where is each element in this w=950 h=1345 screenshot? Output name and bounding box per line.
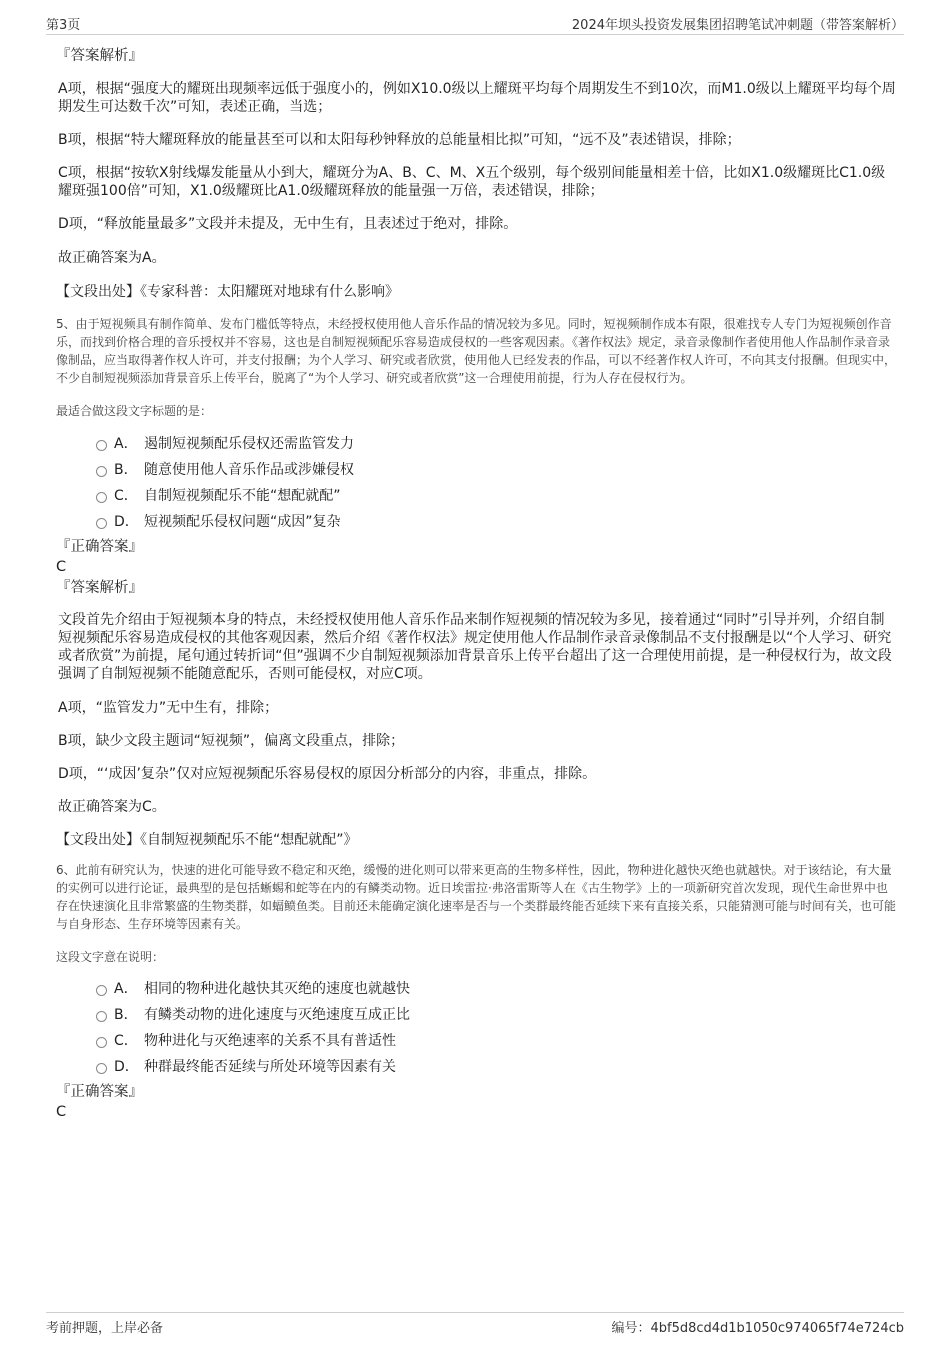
q5-analysis-b: B项，缺少文段主题词“短视频”，偏离文段重点，排除； (58, 732, 405, 749)
q4-analysis-b: B项，根据“特大耀斑释放的能量甚至可以和太阳每秒钟释放的总能量相比拟”可知，“远不及”表述错误，排除； (58, 132, 741, 148)
q4-analysis-c: C项，根据“按软X射线爆发能量从小到大，耀斑分为A、B、C、M、X五个级别，每个级别间能量相差十倍，比如X1.0级耀斑比C1.0级耀斑强100倍”可知，X1.0级耀斑比A1.0级耀斑释放的能量强一万倍，表述错误，排除； (58, 165, 886, 199)
radio-icon[interactable] (96, 492, 107, 503)
page-footer (46, 1312, 904, 1335)
page-content (56, 46, 896, 1122)
q6-option-b[interactable]: B． 有鳞类动物的进化速度与灭绝速度互成正比 (56, 1002, 896, 1028)
q4-conclusion: 故正确答案为A。 (58, 250, 166, 266)
q5-option-b[interactable]: B． 随意使用他人音乐作品或涉嫌侵权 (56, 457, 896, 483)
radio-icon[interactable] (96, 1063, 107, 1074)
q5-answer-label: 『正确答案』 (56, 538, 143, 555)
q5-option-c[interactable]: C． 自制短视频配乐不能“想配就配” (56, 483, 896, 509)
q5-option-a[interactable]: A． 遏制短视频配乐侵权还需监管发力 (56, 431, 896, 457)
q4-analysis-d: D项，“释放能量最多”文段并未提及，无中生有，且表述过于绝对，排除。 (58, 216, 518, 232)
code-value: 4bf5d8cd4d1b1050c974065f74e724cb (650, 1321, 904, 1336)
document-title: 2024年坝头投资发展集团招聘笔试冲刺题（带答案解析） (571, 18, 904, 33)
q6-question: 这段文字意在说明： (56, 949, 165, 964)
q5-analysis-a: A项，“监管发力”无中生有，排除； (58, 699, 279, 716)
q5-option-d[interactable]: D． 短视频配乐侵权问题“成因”复杂 (56, 509, 896, 535)
q5-options (56, 431, 896, 535)
q5-analysis-d: D项，“‘成因’复杂”仅对应短视频配乐容易侵权的原因分析部分的内容，非重点，排除。 (58, 765, 597, 782)
q4-source: 【文段出处】《专家科普：太阳耀斑对地球有什么影响》 (56, 284, 399, 300)
q6-option-a[interactable]: A． 相同的物种进化越快其灭绝的速度也就越快 (56, 976, 896, 1002)
q6-stem: 6、此前有研究认为，快速的进化可能导致不稳定和灭绝，缓慢的进化则可以带来更高的生物多样性，因此，物种进化越快灭绝也就越快。对于该结论，有大量的实例可以进行论证，最典型的是包括蜥蜴和蛇等在内的有鳞类动物。近日埃雷拉·弗洛雷斯等人在《古生物学》上的一项新研究首次发现，现代生命世界中也存在快速演化且非常繁盛的生物类群，如蝠鲼鱼类。目前还未能确定演化速率是否与一个类群最终能否延续下来有直接关系，只能猜测可能与时间有关，也可能与自身形态、生存环境等因素有关。 (56, 862, 897, 931)
q5-source: 【文段出处】《自制短视频配乐不能“想配就配”》 (56, 831, 358, 848)
q5-answer: C (56, 558, 67, 575)
q4-analysis-a: A项，根据“强度大的耀斑出现频率远低于强度小的，例如X10.0级以上耀斑平均每个周期发生不到10次，而M1.0级以上耀斑平均每个周期发生可达数千次”可知，表述正确，当选； (58, 81, 896, 115)
radio-icon[interactable] (96, 1011, 107, 1022)
radio-icon[interactable] (96, 985, 107, 996)
radio-icon[interactable] (96, 440, 107, 451)
q5-stem: 5、由于短视频具有制作简单、发布门槛低等特点，未经授权使用他人音乐作品的情况较为多见。同时，短视频制作成本有限，很难找专人专门为短视频创作音乐，而找到价格合理的音乐授权并不容易，这也是自制短视频配乐容易造成侵权的一些客观因素。《著作权法》规定，录音录像制作者使用他人作品制作录音录像制品，应当取得著作权人许可，并支付报酬；为个人学习、研究或者欣赏，使用他人已经发表的作品，可以不经著作权人许可，不向其支付报酬。但现实中，不少自制短视频添加背景音乐上传平台，脱离了“为个人学习、研究或者欣赏”这一合理使用前提，行为人存在侵权行为。 (56, 317, 897, 385)
q5-analysis-main: 文段首先介绍由于短视频本身的特点，未经授权使用他人音乐作品来制作短视频的情况较为多见，接着通过“同时”引导并列，介绍自制短视频配乐容易造成侵权的其他客观因素，然后介绍《著作权法》规定使用他人作品制作录音录像制品不支付报酬是以“个人学习、研究或者欣赏”为前提，尾句通过转折词“但”强调不少自制短视频添加背景音乐上传平台超出了这一合理使用前提，是一种侵权行为，故文段强调了自制短视频不能随意配乐，否则可能侵权，对应C项。 (58, 611, 892, 682)
q6-option-d[interactable]: D． 种群最终能否延续与所处环境等因素有关 (56, 1054, 896, 1080)
q4-analysis-label: 『答案解析』 (56, 48, 143, 64)
page-number: 第3页 (46, 18, 81, 33)
footer-slogan: 考前押题，上岸必备 (46, 1321, 164, 1336)
code-label: 编号： (611, 1321, 651, 1336)
q5-conclusion: 故正确答案为C。 (58, 798, 166, 815)
radio-icon[interactable] (96, 518, 107, 529)
q6-option-c[interactable]: C． 物种进化与灭绝速率的关系不具有普适性 (56, 1028, 896, 1054)
q6-options (56, 976, 896, 1080)
document-code (611, 1317, 904, 1336)
radio-icon[interactable] (96, 1037, 107, 1048)
q6-answer: C (56, 1104, 67, 1120)
radio-icon[interactable] (96, 466, 107, 477)
q5-analysis-label: 『答案解析』 (56, 579, 143, 596)
q6-answer-label: 『正确答案』 (56, 1084, 143, 1100)
q5-question: 最适合做这段文字标题的是： (56, 404, 213, 418)
page-header (46, 12, 904, 35)
